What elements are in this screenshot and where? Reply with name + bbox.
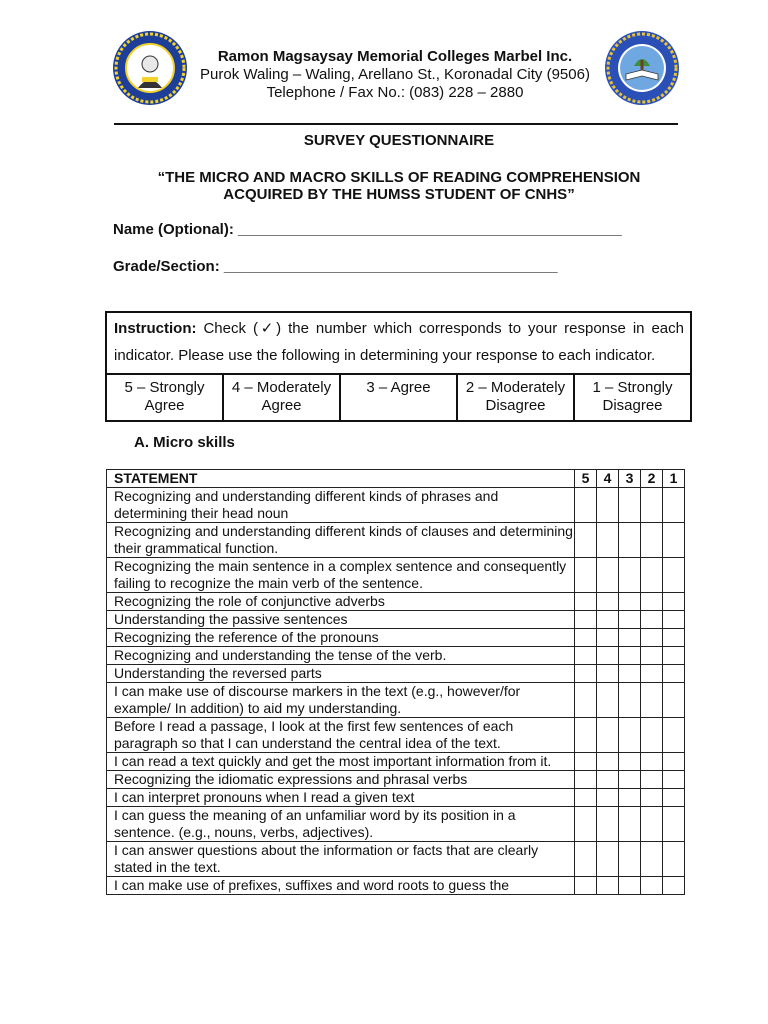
statement-cell: Recognizing and understanding different kinds of phrases and determining their head noun bbox=[107, 488, 575, 523]
header-divider bbox=[114, 123, 678, 125]
rating-cell-2[interactable] bbox=[641, 611, 663, 629]
rating-cell-1[interactable] bbox=[663, 523, 685, 558]
rating-cell-2[interactable] bbox=[641, 877, 663, 895]
rating-cell-3[interactable] bbox=[619, 842, 641, 877]
rating-cell-2[interactable] bbox=[641, 629, 663, 647]
statement-cell: Recognizing the reference of the pronouns bbox=[107, 629, 575, 647]
rating-scale bbox=[107, 375, 690, 420]
rating-cell-1[interactable] bbox=[663, 771, 685, 789]
table-row bbox=[107, 877, 685, 895]
rating-cell-5[interactable] bbox=[575, 753, 597, 771]
rating-cell-3[interactable] bbox=[619, 629, 641, 647]
rating-cell-4[interactable] bbox=[597, 647, 619, 665]
table-row bbox=[107, 807, 685, 842]
rating-cell-4[interactable] bbox=[597, 877, 619, 895]
micro-skills-table bbox=[106, 469, 685, 895]
rating-cell-5[interactable] bbox=[575, 842, 597, 877]
document-title-line1: “THE MICRO AND MACRO SKILLS OF READING COMPREHENSION bbox=[157, 169, 641, 186]
scale-5: 5 – Strongly Agree bbox=[107, 375, 224, 420]
rating-cell-4[interactable] bbox=[597, 807, 619, 842]
rating-cell-5[interactable] bbox=[575, 665, 597, 683]
school-address: Purok Waling – Waling, Arellano St., Koronadal City (9506) bbox=[200, 66, 590, 83]
rating-cell-2[interactable] bbox=[641, 789, 663, 807]
rating-cell-3[interactable] bbox=[619, 665, 641, 683]
table-row bbox=[107, 842, 685, 877]
statement-cell: I can read a text quickly and get the most important information from it. bbox=[107, 753, 575, 771]
statement-cell: Recognizing the idiomatic expressions and phrasal verbs bbox=[107, 771, 575, 789]
rating-cell-5[interactable] bbox=[575, 771, 597, 789]
rating-cell-2[interactable] bbox=[641, 842, 663, 877]
rating-cell-3[interactable] bbox=[619, 523, 641, 558]
instruction-box bbox=[105, 311, 692, 422]
col-3-header: 3 bbox=[619, 470, 641, 488]
rating-cell-3[interactable] bbox=[619, 789, 641, 807]
statement-cell: Recognizing the main sentence in a complex sentence and consequently failing to recognize the main verb of the sentence. bbox=[107, 558, 575, 593]
rating-cell-3[interactable] bbox=[619, 593, 641, 611]
col-4-header: 4 bbox=[597, 470, 619, 488]
statement-cell: Recognizing and understanding the tense of the verb. bbox=[107, 647, 575, 665]
rating-cell-2[interactable] bbox=[641, 771, 663, 789]
rating-cell-1[interactable] bbox=[663, 488, 685, 523]
rating-cell-1[interactable] bbox=[663, 877, 685, 895]
table-row bbox=[107, 523, 685, 558]
rating-cell-4[interactable] bbox=[597, 558, 619, 593]
rating-cell-5[interactable] bbox=[575, 807, 597, 842]
rating-cell-4[interactable] bbox=[597, 488, 619, 523]
table-row bbox=[107, 558, 685, 593]
scale-2: 2 – Moderately Disagree bbox=[458, 375, 575, 420]
scale-4: 4 – Moderately Agree bbox=[224, 375, 341, 420]
rating-cell-1[interactable] bbox=[663, 842, 685, 877]
col-1-header: 1 bbox=[663, 470, 685, 488]
statement-cell: I can answer questions about the information or facts that are clearly stated in the text. bbox=[107, 842, 575, 877]
grade-section-field[interactable]: Grade/Section: ________________________________________ bbox=[113, 258, 558, 275]
rating-cell-3[interactable] bbox=[619, 488, 641, 523]
rating-cell-5[interactable] bbox=[575, 593, 597, 611]
rating-cell-2[interactable] bbox=[641, 807, 663, 842]
scale-1: 1 – Strongly Disagree bbox=[592, 379, 673, 414]
rating-cell-2[interactable] bbox=[641, 647, 663, 665]
rating-cell-5[interactable] bbox=[575, 647, 597, 665]
statement-cell: I can interpret pronouns when I read a given text bbox=[107, 789, 575, 807]
instruction-body: Check (✓) the number which corresponds to your response in each indicator. Please use the following in determining your response to each indicator. bbox=[114, 320, 684, 364]
rating-cell-3[interactable] bbox=[619, 611, 641, 629]
col-2-header: 2 bbox=[641, 470, 663, 488]
table-row bbox=[107, 771, 685, 789]
table-row bbox=[107, 488, 685, 523]
table-row bbox=[107, 593, 685, 611]
rating-cell-3[interactable] bbox=[619, 771, 641, 789]
rating-cell-3[interactable] bbox=[619, 877, 641, 895]
rating-cell-1[interactable] bbox=[663, 683, 685, 718]
statement-cell: Recognizing and understanding different kinds of clauses and determining their grammatical function. bbox=[107, 523, 575, 558]
school-name: Ramon Magsaysay Memorial Colleges Marbel Inc. bbox=[217, 48, 573, 65]
rating-cell-5[interactable] bbox=[575, 877, 597, 895]
statement-cell: Understanding the passive sentences bbox=[107, 611, 575, 629]
rating-cell-4[interactable] bbox=[597, 611, 619, 629]
statement-cell: Recognizing the role of conjunctive adverbs bbox=[107, 593, 575, 611]
college-of-education-seal-icon bbox=[604, 30, 680, 106]
table-row bbox=[107, 647, 685, 665]
rating-cell-4[interactable] bbox=[597, 629, 619, 647]
rating-cell-3[interactable] bbox=[619, 558, 641, 593]
rating-cell-4[interactable] bbox=[597, 842, 619, 877]
micro-skills-heading: A. Micro skills bbox=[134, 434, 235, 451]
school-telephone: Telephone / Fax No.: (083) 228 – 2880 bbox=[266, 84, 524, 101]
rating-cell-5[interactable] bbox=[575, 611, 597, 629]
rating-cell-3[interactable] bbox=[619, 807, 641, 842]
document-title-line2: ACQUIRED BY THE HUMSS STUDENT OF CNHS” bbox=[223, 186, 575, 203]
table-header-row bbox=[107, 470, 685, 488]
rating-cell-5[interactable] bbox=[575, 558, 597, 593]
rating-cell-1[interactable] bbox=[663, 558, 685, 593]
rating-cell-2[interactable] bbox=[641, 753, 663, 771]
rating-cell-1[interactable] bbox=[663, 753, 685, 771]
rating-cell-4[interactable] bbox=[597, 523, 619, 558]
rating-cell-5[interactable] bbox=[575, 718, 597, 753]
rating-cell-1[interactable] bbox=[663, 665, 685, 683]
statement-cell: I can guess the meaning of an unfamiliar word by its position in a sentence. (e.g., nouns, verbs, adjectives). bbox=[107, 807, 575, 842]
rating-cell-1[interactable] bbox=[663, 611, 685, 629]
rating-cell-4[interactable] bbox=[597, 593, 619, 611]
statement-cell: I can make use of prefixes, suffixes and word roots to guess the bbox=[107, 877, 575, 895]
rating-cell-1[interactable] bbox=[663, 593, 685, 611]
rating-cell-5[interactable] bbox=[575, 629, 597, 647]
scale-3: 3 – Agree bbox=[341, 375, 458, 420]
instruction-label: Instruction: bbox=[114, 320, 197, 337]
rating-cell-4[interactable] bbox=[597, 665, 619, 683]
table-row bbox=[107, 611, 685, 629]
rating-cell-2[interactable] bbox=[641, 665, 663, 683]
rating-cell-1[interactable] bbox=[663, 789, 685, 807]
rating-cell-2[interactable] bbox=[641, 488, 663, 523]
school-seal-icon bbox=[112, 30, 188, 106]
table-row bbox=[107, 753, 685, 771]
table-row bbox=[107, 683, 685, 718]
table-row bbox=[107, 665, 685, 683]
rating-cell-5[interactable] bbox=[575, 789, 597, 807]
rating-cell-1[interactable] bbox=[663, 647, 685, 665]
rating-cell-2[interactable] bbox=[641, 718, 663, 753]
rating-cell-4[interactable] bbox=[597, 753, 619, 771]
rating-cell-2[interactable] bbox=[641, 558, 663, 593]
table-row bbox=[107, 629, 685, 647]
table-row bbox=[107, 789, 685, 807]
statement-header: STATEMENT bbox=[107, 470, 575, 488]
rating-cell-5[interactable] bbox=[575, 523, 597, 558]
document-heading: SURVEY QUESTIONNAIRE bbox=[303, 132, 495, 149]
col-5-header: 5 bbox=[575, 470, 597, 488]
rating-cell-4[interactable] bbox=[597, 771, 619, 789]
table-row bbox=[107, 718, 685, 753]
rating-cell-4[interactable] bbox=[597, 789, 619, 807]
statement-cell: I can make use of discourse markers in the text (e.g., however/for example/ In addition) to aid my understanding. bbox=[107, 683, 575, 718]
instruction-text bbox=[107, 313, 690, 375]
rating-cell-1[interactable] bbox=[663, 807, 685, 842]
name-field[interactable]: Name (Optional): ______________________________________________ bbox=[113, 221, 622, 238]
rating-cell-1[interactable] bbox=[663, 718, 685, 753]
rating-cell-5[interactable] bbox=[575, 488, 597, 523]
rating-cell-4[interactable] bbox=[597, 683, 619, 718]
statement-cell: Before I read a passage, I look at the first few sentences of each paragraph so that I can understand the central idea of the text. bbox=[107, 718, 575, 753]
rating-cell-3[interactable] bbox=[619, 718, 641, 753]
rating-cell-2[interactable] bbox=[641, 683, 663, 718]
rating-cell-3[interactable] bbox=[619, 683, 641, 718]
rating-cell-2[interactable] bbox=[641, 593, 663, 611]
rating-cell-2[interactable] bbox=[641, 523, 663, 558]
rating-cell-4[interactable] bbox=[597, 718, 619, 753]
rating-cell-1[interactable] bbox=[663, 629, 685, 647]
rating-cell-5[interactable] bbox=[575, 683, 597, 718]
statement-cell: Understanding the reversed parts bbox=[107, 665, 575, 683]
rating-cell-3[interactable] bbox=[619, 647, 641, 665]
rating-cell-3[interactable] bbox=[619, 753, 641, 771]
